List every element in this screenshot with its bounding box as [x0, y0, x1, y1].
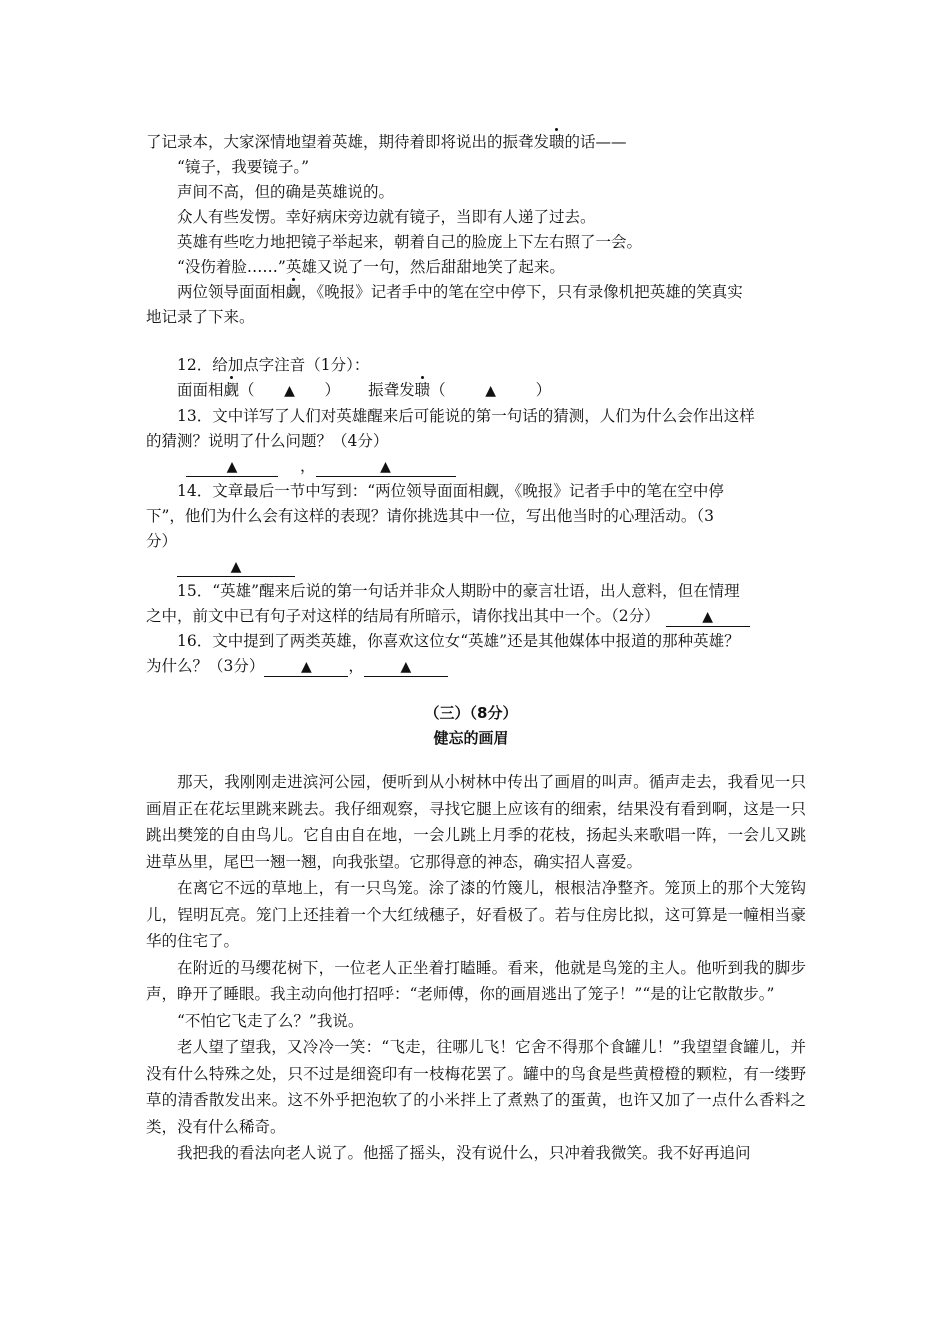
story-line: 众人有些发愣。幸好病床旁边就有镜子，当即有人递了过去。: [177, 208, 596, 226]
story-line: 两位领导面面相觑，《晚报》记者手中的笔在空中停下，只有录像机把英雄的笑真实: [177, 283, 743, 301]
answer-marker[interactable]: ▲: [284, 383, 295, 399]
article-paragraph: 那天，我刚刚走进滨河公园，便听到从小树林中传出了画眉的叫声。循声走去，我看见一只画眉正在花坛里跳来跳去。我仔细观察，寻找它腿上应该有的细索，结果没有看到啊，这是一只跳出樊笼的自由鸟儿。它自由自在地，一会儿跳上月季的花枝，扬起头来歌唱一阵，一会儿又跳进草丛里，尾巴一翘一翘，向我张望。它那得意的神态，确实招人喜爱。: [146, 773, 806, 871]
question-16: 16．文中提到了两类英雄，你喜欢这位女“英雄”还是其他媒体中报道的那种英雄？: [177, 632, 740, 650]
question-13: 13．文中详写了人们对英雄醒来后可能说的第一句话的猜测，人们为什么会作出这样: [177, 407, 755, 425]
story-line: 英雄有些吃力地把镜子举起来，朝着自己的脸庞上下左右照了一会。: [177, 233, 643, 251]
article-paragraph: 我把我的看法向老人说了。他摇了摇头，没有说什么，只冲着我微笑。我不好再追问: [177, 1144, 751, 1162]
question-16-cont: 为什么？（3分） ▲ ， ▲: [146, 654, 806, 679]
emphasis-dot-char: 聩: [549, 133, 565, 151]
answer-marker[interactable]: ▲: [485, 383, 496, 399]
question-13-cont: 的猜测？说明了什么问题？（4分）: [146, 432, 389, 450]
answer-blank[interactable]: ▲: [316, 458, 456, 477]
question-14: 14．文章最后一节中写到：“两位领导面面相觑，《晚报》记者手中的笔在空中停: [177, 482, 724, 500]
article-paragraph: 在附近的马缨花树下，一位老人正坐着打瞌睡。看来，他就是鸟笼的主人。他听到我的脚步声，睁开了睡眼。我主动向他打招呼：“老师傅，你的画眉逃出了笼子！”“是的让它散散步。”: [146, 958, 806, 1003]
emphasis-dot-char: 聩: [414, 381, 431, 399]
question-15-cont: 之中，前文中已有句子对这样的结局有所暗示，请你找出其中一个。（2分） ▲: [146, 604, 806, 629]
exam-page: [146, 122, 806, 1167]
story-line: 声间不高，但的确是英雄说的。: [177, 183, 395, 201]
question-12: 12．给加点字注音（1分）：: [177, 356, 370, 374]
article-paragraph: 老人望了望我，又冷冷一笑：“飞走，往哪儿飞！它舍不得那个食罐儿！”我望望食罐儿，并没有什么特殊之处，只不过是细瓷印有一枝梅花罢了。罐中的鸟食是些黄橙橙的颗粒，有一缕野草的清香散发出来。这不外乎把泡软了的小米拌上了煮熟了的蛋黄，也许又加了一点什么香料之类，没有什么稀奇。: [146, 1038, 806, 1136]
answer-blank[interactable]: ▲: [264, 658, 348, 677]
answer-blank[interactable]: ▲: [666, 608, 750, 627]
story-line: “镜子，我要镜子。”: [177, 158, 310, 176]
section-heading: （三）（8分）: [424, 704, 518, 722]
story-line: 了记录本，大家深情地望着英雄，期待着即将说出的振聋发聩的话——: [146, 133, 627, 151]
question-14-cont: 分）: [146, 532, 178, 550]
question-14-cont: 下”，他们为什么会有这样的表现？请你挑选其中一位，写出他当时的心理活动。（3: [146, 507, 715, 525]
answer-blank[interactable]: ▲: [177, 558, 295, 577]
question-15: 15．“英雄”醒来后说的第一句话并非众人期盼中的豪言壮语，出人意料，但在情理: [177, 582, 740, 600]
article-paragraph: “不怕它飞走了么？”我说。: [177, 1011, 364, 1030]
answer-blank[interactable]: ▲: [186, 458, 278, 477]
story-line: 地记录了下来。: [146, 308, 255, 326]
question-13-answer: ▲ ， ▲: [146, 454, 806, 479]
emphasis-dot-char: 觑: [285, 283, 302, 301]
story-line: “没伤着脸……”英雄又说了一句，然后甜甜地笑了起来。: [177, 258, 565, 276]
answer-blank[interactable]: ▲: [364, 658, 448, 677]
spacer: [146, 679, 806, 701]
question-12-items: 面面相觑（ ▲ ） 振聋发聩（ ▲ ）: [146, 378, 806, 404]
article-title: 健忘的画眉: [433, 729, 509, 747]
spacer: [146, 751, 806, 769]
article-paragraph: 在离它不远的草地上，有一只鸟笼。涂了漆的竹篾儿，根根洁净整齐。笼顶上的那个大笼钩儿，锃明瓦亮。笼门上还挂着一个大红绒穗子，好看极了。若与住房比拟，这可算是一幢相当豪华的住宅了。: [146, 879, 806, 950]
article-body: [146, 769, 806, 1167]
emphasis-dot-char: 觑: [223, 381, 240, 399]
spacer: [146, 330, 806, 353]
question-14-answer: [146, 554, 806, 579]
